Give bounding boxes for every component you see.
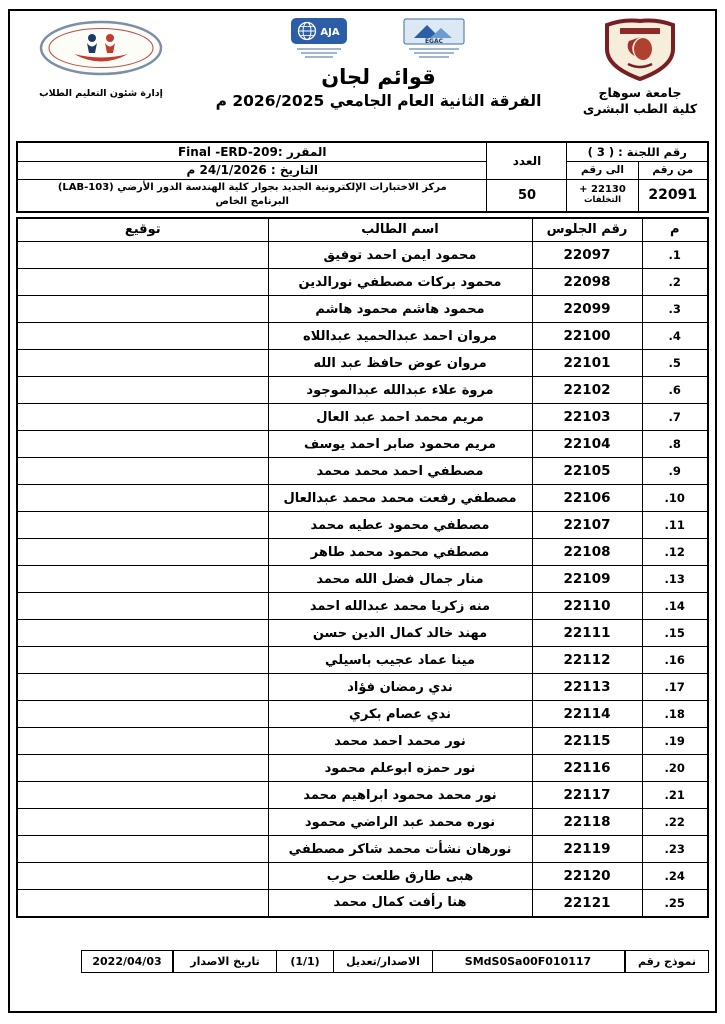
student-name: مريم محمد احمد عبد العال — [268, 404, 532, 431]
student-name: مصطفي محمود محمد طاهر — [268, 539, 532, 566]
date-label: التاريخ : — [270, 163, 318, 177]
seat-number: 22110 — [532, 593, 642, 620]
form-number-label: نموذج رقم — [625, 950, 709, 973]
seat-number: 22100 — [532, 323, 642, 350]
issue-date-value: 2022/04/03 — [81, 950, 173, 973]
accreditation-logos — [186, 18, 571, 62]
date-cell — [17, 161, 487, 179]
count-value: 50 — [487, 179, 567, 212]
column-header-signature: توقيع — [17, 218, 268, 242]
student-row — [17, 512, 708, 539]
row-index: 8. — [642, 431, 708, 458]
seat-number: 22118 — [532, 809, 642, 836]
student-row — [17, 269, 708, 296]
row-index: 4. — [642, 323, 708, 350]
seat-number: 22108 — [532, 539, 642, 566]
student-row — [17, 728, 708, 755]
signature-cell — [17, 458, 268, 485]
student-name: مصطفي رفعت محمد محمد عبدالعال — [268, 485, 532, 512]
student-name: منه زكريا محمد عبدالله احمد — [268, 593, 532, 620]
row-index: 7. — [642, 404, 708, 431]
title-block — [186, 15, 571, 110]
signature-cell — [17, 701, 268, 728]
student-row — [17, 755, 708, 782]
to-value-extra: التخلفات — [583, 194, 621, 205]
from-number-value: 22091 — [638, 179, 708, 212]
form-number-value: SMdS0Sa00F010117 — [431, 950, 625, 973]
row-index: 25. — [642, 890, 708, 917]
seat-number: 22120 — [532, 863, 642, 890]
seat-number: 22113 — [532, 674, 642, 701]
issue-date-label: تاريخ الاصدار — [173, 950, 277, 973]
student-name: ندي عصام بكري — [268, 701, 532, 728]
signature-cell — [17, 512, 268, 539]
student-row — [17, 620, 708, 647]
student-name: مصطفي احمد محمد محمد — [268, 458, 532, 485]
student-row — [17, 242, 708, 269]
revision-value: (1/1) — [276, 950, 334, 973]
egac-accreditation-logo — [397, 18, 471, 60]
signature-cell — [17, 809, 268, 836]
student-name: مروان احمد عبدالحميد عبداللاه — [268, 323, 532, 350]
signature-cell — [17, 674, 268, 701]
signature-cell — [17, 269, 268, 296]
course-label: المقرر : — [277, 144, 327, 159]
row-index: 6. — [642, 377, 708, 404]
seat-number: 22111 — [532, 620, 642, 647]
row-index: 9. — [642, 458, 708, 485]
signature-cell — [17, 377, 268, 404]
signature-cell — [17, 242, 268, 269]
row-index: 18. — [642, 701, 708, 728]
row-index: 5. — [642, 350, 708, 377]
row-index: 10. — [642, 485, 708, 512]
student-name: مروة علاء عبدالله عبدالموجود — [268, 377, 532, 404]
student-name: نورهان نشأت محمد شاكر مصطفي — [268, 836, 532, 863]
page-frame — [8, 9, 717, 1013]
row-index: 13. — [642, 566, 708, 593]
signature-cell — [17, 566, 268, 593]
student-row — [17, 674, 708, 701]
seat-number: 22112 — [532, 647, 642, 674]
student-row — [17, 323, 708, 350]
row-index: 1. — [642, 242, 708, 269]
signature-cell — [17, 755, 268, 782]
student-name: ندي رمضان فؤاد — [268, 674, 532, 701]
student-name: مروان عوض حافظ عبد الله — [268, 350, 532, 377]
signature-cell — [17, 296, 268, 323]
students-table — [16, 217, 709, 918]
to-number-value — [567, 179, 638, 212]
form-footer — [82, 950, 709, 973]
aja-certification-logo — [287, 18, 351, 60]
seat-number: 22119 — [532, 836, 642, 863]
page-title: قوائم لجان — [321, 65, 436, 89]
faculty-name: كلية الطب البشرى — [582, 101, 698, 117]
row-index: 16. — [642, 647, 708, 674]
student-name: محمود بركات مصطفي نورالدين — [268, 269, 532, 296]
student-row — [17, 782, 708, 809]
student-name: منار جمال فضل الله محمد — [268, 566, 532, 593]
count-label: العدد — [487, 142, 567, 179]
signature-cell — [17, 620, 268, 647]
student-row — [17, 377, 708, 404]
signature-cell — [17, 782, 268, 809]
signature-cell — [17, 836, 268, 863]
column-header-index: م — [642, 218, 708, 242]
seat-number: 22103 — [532, 404, 642, 431]
signature-cell — [17, 350, 268, 377]
column-header-seat: رقم الجلوس — [532, 218, 642, 242]
exam-info-table — [16, 141, 709, 213]
seat-number: 22109 — [532, 566, 642, 593]
seat-number: 22102 — [532, 377, 642, 404]
signature-cell — [17, 593, 268, 620]
student-row — [17, 458, 708, 485]
page-subtitle: الفرقة الثانية العام الجامعي 2026/2025 م — [215, 92, 542, 110]
student-row — [17, 890, 708, 917]
row-index: 17. — [642, 674, 708, 701]
date-value: 24/1/2026 م — [186, 163, 267, 177]
seat-number: 22117 — [532, 782, 642, 809]
student-name: نوره محمد عبد الراضي محمود — [268, 809, 532, 836]
aja-logo-text: AJA — [319, 27, 340, 38]
seat-number: 22104 — [532, 431, 642, 458]
venue-cell — [17, 179, 487, 212]
admin-block — [16, 15, 186, 99]
from-number-label: من رقم — [638, 161, 708, 179]
seat-number: 22114 — [532, 701, 642, 728]
student-name: محمود هاشم محمود هاشم — [268, 296, 532, 323]
row-index: 3. — [642, 296, 708, 323]
student-name: هنا رأفت كمال محمد — [268, 890, 532, 917]
egac-logo-text: EGAC — [424, 38, 443, 45]
administration-name: إدارة شئون التعليم الطلاب — [39, 88, 163, 99]
signature-cell — [17, 404, 268, 431]
row-index: 19. — [642, 728, 708, 755]
university-name: جامعة سوهاج — [598, 85, 682, 100]
signature-cell — [17, 890, 268, 917]
venue-line2: البرنامج الخاص — [215, 196, 289, 207]
student-name: مهند خالد كمال الدين حسن — [268, 620, 532, 647]
students-table-body — [17, 242, 708, 917]
seat-number: 22099 — [532, 296, 642, 323]
signature-cell — [17, 863, 268, 890]
row-index: 21. — [642, 782, 708, 809]
student-name: محمود ايمن احمد توفيق — [268, 242, 532, 269]
student-row — [17, 404, 708, 431]
row-index: 22. — [642, 809, 708, 836]
venue-line1: مركز الاختبارات الإلكترونية الجديد بجوار كلية الهندسة الدور الأرضي (LAB-103) — [57, 181, 447, 193]
revision-label: الاصدار/تعديل — [333, 950, 433, 973]
student-name: نور محمد محمود ابراهيم محمد — [268, 782, 532, 809]
seat-number: 22115 — [532, 728, 642, 755]
university-shield-logo — [599, 17, 681, 81]
course-cell — [17, 142, 487, 161]
seat-number: 22097 — [532, 242, 642, 269]
student-row — [17, 539, 708, 566]
student-row — [17, 836, 708, 863]
to-value-main: 22130 + — [579, 184, 626, 196]
signature-cell — [17, 539, 268, 566]
student-row — [17, 647, 708, 674]
student-name: مينا عماد عجيب باسيلي — [268, 647, 532, 674]
university-block — [571, 15, 709, 118]
student-name: مصطفي محمود عطيه محمد — [268, 512, 532, 539]
student-name: نور حمزه ابوعلم محمود — [268, 755, 532, 782]
row-index: 24. — [642, 863, 708, 890]
committee-number: رقم اللجنة : ( 3 ) — [567, 142, 708, 161]
signature-cell — [17, 485, 268, 512]
student-name: هبى طارق طلعت حرب — [268, 863, 532, 890]
student-affairs-oval-logo — [38, 20, 164, 76]
student-row — [17, 296, 708, 323]
to-number-label: الى رقم — [567, 161, 638, 179]
student-row — [17, 701, 708, 728]
seat-number: 22116 — [532, 755, 642, 782]
row-index: 23. — [642, 836, 708, 863]
seat-number: 22105 — [532, 458, 642, 485]
seat-number: 22121 — [532, 890, 642, 917]
student-row — [17, 431, 708, 458]
student-name: نور محمد احمد محمد — [268, 728, 532, 755]
row-index: 11. — [642, 512, 708, 539]
seat-number: 22098 — [532, 269, 642, 296]
signature-cell — [17, 323, 268, 350]
seat-number: 22106 — [532, 485, 642, 512]
signature-cell — [17, 647, 268, 674]
students-table-header — [17, 218, 708, 242]
document-header — [16, 15, 709, 141]
course-value: Final -ERD-209 — [177, 144, 278, 159]
student-row — [17, 566, 708, 593]
seat-number: 22101 — [532, 350, 642, 377]
column-header-name: اسم الطالب — [268, 218, 532, 242]
row-index: 12. — [642, 539, 708, 566]
student-row — [17, 350, 708, 377]
row-index: 20. — [642, 755, 708, 782]
student-name: مريم محمود صابر احمد يوسف — [268, 431, 532, 458]
row-index: 15. — [642, 620, 708, 647]
signature-cell — [17, 431, 268, 458]
signature-cell — [17, 728, 268, 755]
row-index: 2. — [642, 269, 708, 296]
student-row — [17, 593, 708, 620]
student-row — [17, 485, 708, 512]
row-index: 14. — [642, 593, 708, 620]
student-row — [17, 809, 708, 836]
seat-number: 22107 — [532, 512, 642, 539]
student-row — [17, 863, 708, 890]
